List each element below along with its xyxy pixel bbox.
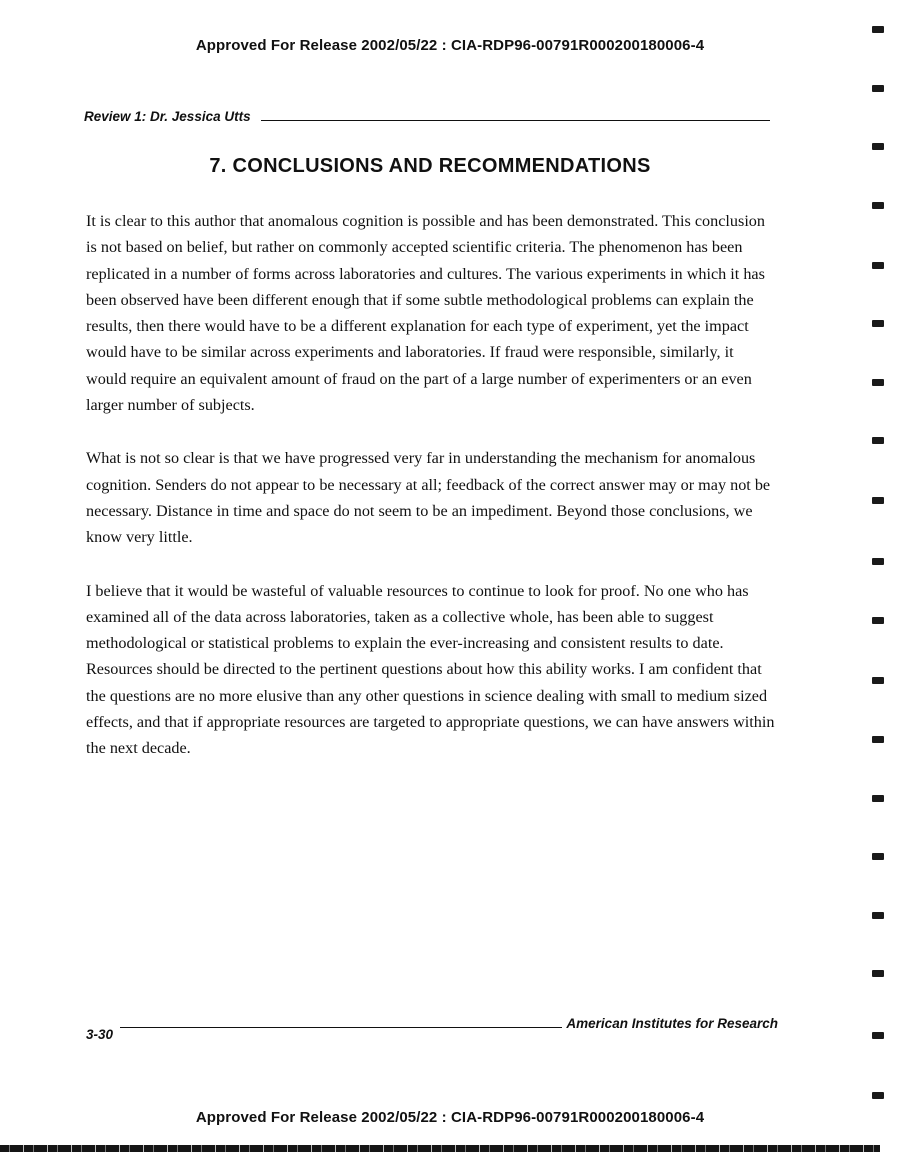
scan-mark: [872, 85, 884, 92]
scan-margin-marks: [872, 0, 892, 1165]
scan-mark: [872, 677, 884, 684]
scan-mark: [872, 617, 884, 624]
paragraph-2: What is not so clear is that we have progressed very far in understanding the mechanism for anomalous cognition. Senders do not appear to be necessary at all; feedback of the correct answer may or may not be necessary. Distance in time and space do not seem to be an impediment. Beyond those conclusions, we know very little.: [86, 449, 771, 547]
scan-mark: [872, 202, 884, 209]
organization-name: American Institutes for Research: [562, 1016, 778, 1031]
scan-mark: [872, 1032, 884, 1039]
scan-mark: [872, 143, 884, 150]
header-rule: [261, 120, 770, 121]
scan-mark: [872, 795, 884, 802]
scan-mark: [872, 379, 884, 386]
scan-mark: [872, 970, 884, 977]
scan-mark: [872, 1092, 884, 1099]
paragraph-3: I believe that it would be wasteful of valuable resources to continue to look for proof. No one who has examined all of the data across laboratories, taken as a collective whole, has been able to suggest methodological or statistical problems to explain the ever-increasing and consistent results to date. Resources should be directed to the pertinent questions about how this ability works. I am confident that the questions are no more elusive than any other questions in science dealing with small to medium sized effects, and that if appropriate resources are targeted to appropriate questions, we can have answers within the next decade.: [86, 581, 775, 758]
paragraph-1: It is clear to this author that anomalous cognition is possible and has been demonstrated. This conclusion is not based on belief, but rather on commonly accepted scientific criteria. The phenomenon has been replicated in a number of forms across laboratories and cultures. The various experiments in which it has been observed have been different enough that if some subtle methodological problems can explain the results, then there would have to be a different explanation for each type of experiment, yet the impact would have to be similar across experiments and laboratories. If fraud were responsible, similarly, it would require an equivalent amount of fraud on the part of a large number of experimenters or an even larger number of subjects.: [86, 212, 765, 415]
review-label: Review 1: Dr. Jessica Utts: [84, 109, 251, 124]
scan-mark: [872, 437, 884, 444]
scan-mark: [872, 912, 884, 919]
scan-mark: [872, 853, 884, 860]
review-header: [84, 109, 770, 124]
scan-mark: [872, 736, 884, 743]
body-text: [86, 208, 776, 789]
release-stamp-top: Approved For Release 2002/05/22 : CIA-RDP96-00791R000200180006-4: [195, 37, 705, 54]
page-footer: [86, 1016, 778, 1043]
scan-edge-strip: [0, 1145, 880, 1152]
page-number: 3-30: [86, 1027, 114, 1042]
scan-mark: [872, 26, 884, 33]
scan-mark: [872, 320, 884, 327]
scan-mark: [872, 558, 884, 565]
scan-mark: [872, 262, 884, 269]
scan-mark: [872, 497, 884, 504]
release-stamp-bottom: Approved For Release 2002/05/22 : CIA-RDP96-00791R000200180006-4: [195, 1109, 705, 1126]
section-title: 7. CONCLUSIONS AND RECOMMENDATIONS: [209, 155, 651, 177]
